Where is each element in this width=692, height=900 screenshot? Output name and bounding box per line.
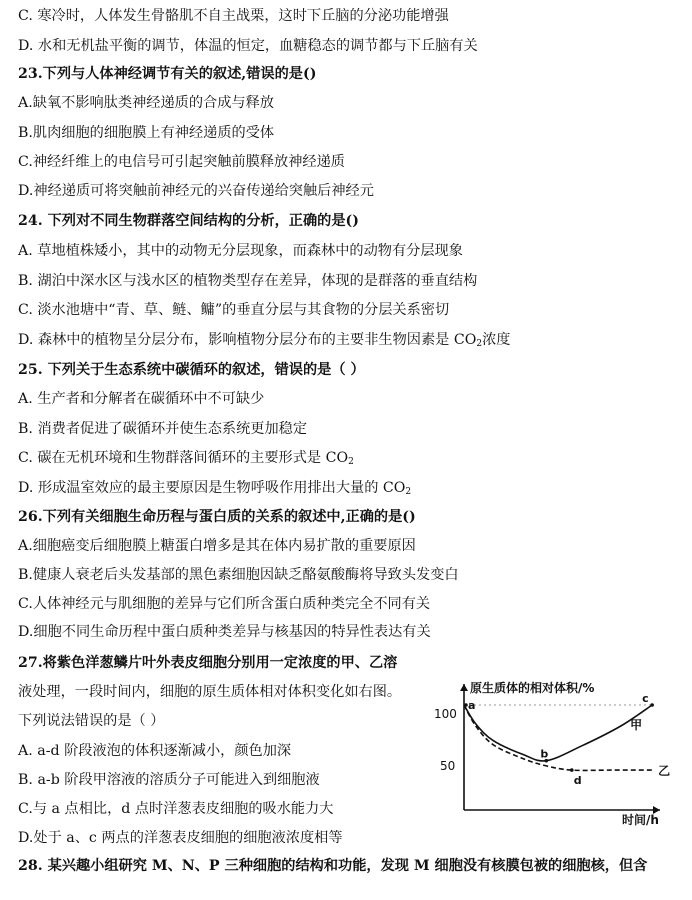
series-line-jia bbox=[464, 705, 652, 761]
line-text: C.神经纤维上的电信号可引起突触前膜释放神经递质 bbox=[18, 154, 345, 170]
text-line-14 bbox=[18, 389, 678, 409]
y-axis-arrow bbox=[460, 684, 468, 691]
point-label-d: d bbox=[573, 774, 582, 788]
line-text: A.细胞癌变后细胞膜上糖蛋白增多是其在体内易扩散的重要原因 bbox=[18, 538, 416, 554]
line-text: 23.下列与人体神经调节有关的叙述,错误的是() bbox=[18, 66, 317, 82]
text-line-4 bbox=[18, 93, 678, 113]
line-text: 26.下列有关细胞生命历程与蛋白质的关系的叙述中,正确的是() bbox=[18, 509, 416, 525]
series-line-yi bbox=[464, 705, 652, 770]
text-line-13 bbox=[18, 360, 678, 380]
text-line-3 bbox=[18, 64, 678, 84]
line-text: 27.将紫色洋葱鳞片叶外表皮细胞分别用一定浓度的甲、乙溶 bbox=[18, 655, 398, 671]
line-text: D.细胞不同生命历程中蛋白质种类差异与核基因的特异性表达有关 bbox=[18, 624, 431, 640]
subscript: 2 bbox=[476, 339, 483, 349]
line-text: D. 形成温室效应的最主要原因是生物呼吸作用排出大量的 CO bbox=[18, 480, 406, 496]
line-text: B.健康人衰老后头发基部的黑色素细胞因缺乏酪氨酸酶将导致头发变白 bbox=[18, 567, 459, 583]
line-text: 28. 某兴趣小组研究 M、N、P 三种细胞的结构和功能，发现 M 细胞没有核膜包被的细胞核，但含 bbox=[18, 858, 648, 874]
line-text: D.神经递质可将突触前神经元的兴奋传递给突触后神经元 bbox=[18, 183, 374, 199]
y-tick-50: 50 bbox=[440, 759, 456, 773]
point-label-a: a bbox=[467, 699, 476, 712]
text-line-1 bbox=[18, 6, 678, 26]
line-text: C. 碳在无机环境和生物群落间循环的主要形式是 CO bbox=[18, 450, 349, 466]
line-text: A. 生产者和分解者在碳循环中不可缺少 bbox=[18, 391, 265, 407]
line-text: C. 寒冷时，人体发生骨骼肌不自主战栗，这时下丘脑的分泌功能增强 bbox=[18, 8, 449, 24]
protoplast-volume-chart bbox=[432, 678, 671, 830]
line-text: B. 消费者促进了碳循环并使生态系统更加稳定 bbox=[18, 421, 308, 437]
series-label-yi: 乙 bbox=[658, 764, 671, 779]
line-text: C. 淡水池塘中“青、草、鲢、鳙”的垂直分层与其食物的分层关系密切 bbox=[18, 302, 450, 318]
line-text: B. a-b 阶段甲溶液的溶质分子可能进入到细胞液 bbox=[18, 772, 320, 788]
text-line-20 bbox=[18, 565, 678, 585]
text-line-23 bbox=[18, 653, 678, 673]
text-line-30 bbox=[18, 856, 678, 876]
text-line-17 bbox=[18, 478, 678, 502]
text-line-5 bbox=[18, 123, 678, 143]
line-text: B. 湖泊中深水区与浅水区的植物类型存在差异，体现的是群落的垂直结构 bbox=[18, 273, 478, 289]
text-line-10 bbox=[18, 271, 678, 291]
line-text: 24. 下列对不同生物群落空间结构的分析，正确的是() bbox=[18, 213, 359, 229]
line-text: D. 水和无机盐平衡的调节，体温的恒定，血糖稳态的调节都与下丘脑有关 bbox=[18, 38, 478, 54]
series-label-jia: 甲 bbox=[630, 718, 643, 732]
subscript: 2 bbox=[348, 457, 354, 467]
line-text: 下列说法错误的是（ ） bbox=[18, 713, 165, 729]
line-text: D. 森林中的植物呈分层分布，影响植物分层分布的主要非生物因素是 CO bbox=[18, 332, 477, 348]
text-line-15 bbox=[18, 419, 678, 439]
text-line-22 bbox=[18, 622, 678, 642]
point-c bbox=[650, 703, 654, 707]
line-text: A. a-d 阶段液泡的体积逐渐减小，颜色加深 bbox=[18, 743, 292, 759]
line-text: 25. 下列关于生态系统中碳循环的叙述，错误的是（ ） bbox=[18, 362, 365, 378]
text-line-8 bbox=[18, 211, 678, 231]
line-text: A. 草地植株矮小，其中的动物无分层现象，而森林中的动物有分层现象 bbox=[18, 243, 463, 259]
x-axis-label: 时间/h bbox=[622, 813, 659, 827]
y-axis-label: 原生质体的相对体积/% bbox=[470, 681, 595, 695]
line-text: D.处于 a、c 两点的洋葱表皮细胞的细胞液浓度相等 bbox=[18, 830, 343, 846]
line-text: A.缺氧不影响肽类神经递质的合成与释放 bbox=[18, 95, 274, 111]
text-line-19 bbox=[18, 536, 678, 556]
subscript: 2 bbox=[405, 487, 412, 497]
text-line-18 bbox=[18, 507, 678, 527]
point-d bbox=[570, 768, 574, 772]
text-line-16 bbox=[18, 448, 678, 472]
line-text: B.肌肉细胞的细胞膜上有神经递质的受体 bbox=[18, 125, 275, 141]
text-line-9 bbox=[18, 241, 678, 261]
text-line-11 bbox=[18, 300, 678, 320]
text-line-6 bbox=[18, 152, 678, 172]
text-line-2 bbox=[18, 36, 678, 56]
line-tail: 浓度 bbox=[482, 332, 511, 348]
point-label-c: c bbox=[642, 692, 649, 705]
point-label-b: b bbox=[540, 747, 549, 761]
line-text: 液处理，一段时间内，细胞的原生质体相对体积变化如右图。 bbox=[18, 684, 402, 700]
text-line-12 bbox=[18, 330, 678, 354]
text-line-7 bbox=[18, 181, 678, 201]
text-line-29 bbox=[18, 828, 678, 848]
line-text: C.人体神经元与肌细胞的差异与它们所含蛋白质种类完全不同有关 bbox=[18, 596, 431, 612]
text-line-21 bbox=[18, 594, 678, 614]
y-tick-100: 100 bbox=[434, 707, 457, 721]
line-text: C.与 a 点相比，d 点时洋葱表皮细胞的吸水能力大 bbox=[18, 801, 334, 817]
